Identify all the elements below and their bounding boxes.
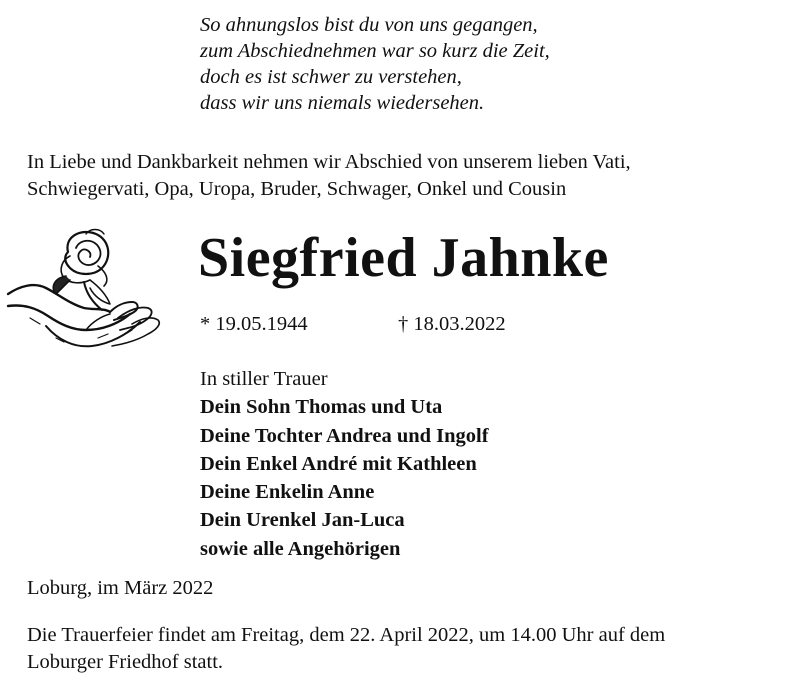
mourner-name: Dein Sohn Thomas und Uta xyxy=(200,396,443,419)
mourners-list xyxy=(200,365,489,563)
mourner-name: Deine Enkelin Anne xyxy=(200,481,375,504)
poem-line: dass wir uns niemals wiedersehen. xyxy=(200,92,485,114)
mourner-name: Dein Enkel André mit Kathleen xyxy=(200,452,477,475)
rose-in-hands-icon xyxy=(6,222,164,362)
poem xyxy=(200,12,550,116)
funeral-line: Die Trauerfeier findet am Freitag, dem 22. April 2022, um 14.00 Uhr auf dem xyxy=(27,624,666,646)
intro-text xyxy=(27,149,631,203)
intro-line: Schwiegervati, Opa, Uropa, Bruder, Schwager, Onkel und Cousin xyxy=(27,178,567,200)
mourner-name: Deine Tochter Andrea und Ingolf xyxy=(200,424,489,447)
poem-line: zum Abschiednehmen war so kurz die Zeit, xyxy=(200,40,550,62)
mourners-heading: In stiller Trauer xyxy=(200,368,328,390)
funeral-notice xyxy=(27,622,665,675)
poem-line: doch es ist schwer zu verstehen, xyxy=(200,66,462,88)
mourner-name: Dein Urenkel Jan-Luca xyxy=(200,509,405,532)
mourner-name: sowie alle Angehörigen xyxy=(200,537,401,560)
intro-line: In Liebe und Dankbarkeit nehmen wir Abschied von unserem lieben Vati, xyxy=(27,151,631,173)
deceased-name: Siegfried Jahnke xyxy=(198,227,609,289)
place-date: Loburg, im März 2022 xyxy=(27,577,214,599)
death-date: † 18.03.2022 xyxy=(398,313,506,335)
poem-line: So ahnungslos bist du von uns gegangen, xyxy=(200,14,538,36)
birth-date: * 19.05.1944 xyxy=(200,313,308,335)
funeral-line: Loburger Friedhof statt. xyxy=(27,650,224,673)
